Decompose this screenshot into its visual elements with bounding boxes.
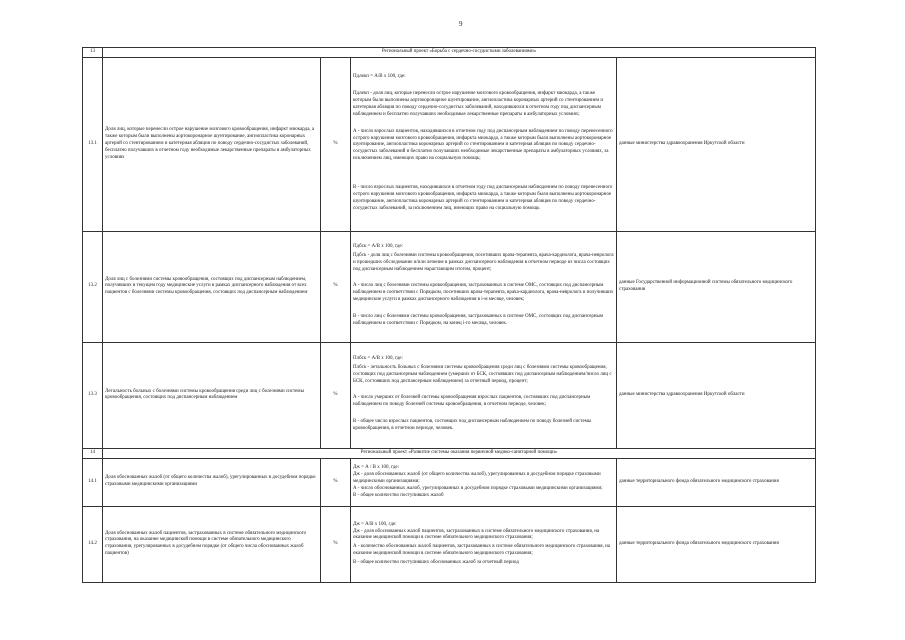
formula-line: А - число обоснованных жалоб, урегулированных в досудебном порядке страховыми медицинскими организациями;	[353, 485, 603, 491]
unit-cell: %	[321, 57, 351, 231]
unit-cell: %	[321, 231, 351, 342]
formula-cell	[351, 342, 617, 448]
formula-line: А - число умерших от болезней системы кровообращения взрослых пациентов, состоявших под диспансерным наблюдением по поводу болезней системы кровообращения, в отчетном периоде, человек;	[353, 395, 591, 408]
formula-cell	[351, 57, 617, 231]
indicator-name: Доля обоснованных жалоб пациентов, застрахованных в системе обязательного медицинского страхования, на оказание медицинской помощи в системе обязательного медицинского страхования, урегулированных в досудебном порядке (от общего числа обоснованных жалоб пациентов)	[103, 506, 321, 582]
formula-line: В - число лиц с болезнями системы кровообращения, застрахованных в системе ОМС, состоящих под диспансерным наблюдением в соответствии с Порядком, на конец i-го месяца, человек.	[353, 314, 604, 326]
section-number: 14	[83, 448, 103, 458]
formula-line: А - количество обоснованных жалоб пациентов, застрахованных в системе обязательного медицинского страхования, на оказание медицинской помощи в системе обязательного медицинского страхования;	[353, 544, 610, 557]
table-row	[83, 231, 816, 342]
section-header-row	[83, 48, 816, 58]
indicator-name: Доля обоснованных жалоб (от общего количества жалоб), урегулированных в досудебном порядке страховыми медицинскими организациями	[103, 458, 321, 506]
table-row	[83, 458, 816, 506]
formula-line: Пдлекп - доля лиц, которые перенесли острое нарушение мозгового кровообращения, инфаркт миокарда, а также которым были выполнены аортокоронарное шунтирование, ангиопластика коронарных артерий со стентированием и катетерная абляция по поводу сердечно-сосудистых заболеваний, находившихся в отчетном году под диспансерным наблюдением и бесплатно получавших необходимые лекарственные препараты в амбулаторных условиях;	[353, 91, 604, 117]
indicator-name: Доля лиц, которые перенесли острое нарушение мозгового кровообращения, инфаркт миокарда, а также которым были выполнены аортокоронарное шунтирование, ангиопластика коронарных артерий со стентированием и катетерная абляция по поводу сердечно-сосудистых заболеваний, бесплатно получавших в отчетном году необходимые лекарственные препараты в амбулаторных условиях	[103, 57, 321, 231]
formula-cell	[351, 458, 617, 506]
formula-line: Пдлекп = А/В х 100, где:	[353, 74, 406, 80]
source-cell: данные министерства здравоохранения Иркутской области	[617, 342, 816, 448]
row-id: 13.1	[83, 57, 103, 231]
indicator-name: Летальность больных с болезнями системы кровообращения среди лиц с болезнями системы кровообращения, состоящих под диспансерным наблюдением	[103, 342, 321, 448]
formula-cell	[351, 231, 617, 342]
indicator-name: Доля лиц с болезнями системы кровообращения, состоящих под диспансерным наблюдением, получивших в текущем году медицинские услуги в рамках диспансерного наблюдения от всех пациентов с болезнями системы кровообращения, состоящих под диспансерным наблюдением	[103, 231, 321, 342]
table-row	[83, 57, 816, 231]
unit-cell: %	[321, 458, 351, 506]
source-cell: данные территориального фонда обязательного медицинского страхования	[617, 458, 816, 506]
table-row	[83, 342, 816, 448]
section-number: 13	[83, 48, 103, 58]
formula-line: Дж = А / В х 100, где:	[353, 465, 399, 471]
row-id: 13.2	[83, 231, 103, 342]
formula-line: А - число лиц с болезнями системы кровообращения, застрахованных в системе ОМС, состоящих под диспансерным наблюдением в соответствии с Порядком, посетивших врача-терапевта, врача-кардиолога, врача-невролога и получивших медицинские услуги в рамках диспансерного наблюдения в i-м месяце, человек;	[353, 283, 614, 303]
row-id: 14.1	[83, 458, 103, 506]
formula-line: Дж = А/В х 100, где:	[353, 521, 397, 527]
indicators-table	[82, 47, 816, 583]
formula-line: Пдбск - доля лиц с болезнями системы кровообращения, посетивших врача-терапевта, врача-кардиолога, врача-невролога и прошедших обследование и/или лечение в рамках диспансерного наблюдения в отчетном периоде из числа состоящих под диспансерным наблюдением нарастающим итогом, процент;	[353, 252, 614, 272]
source-cell: данные Государственной информационной системы обязательного медицинского страхования	[617, 231, 816, 342]
formula-line: Плбск = А/В х 100, где:	[353, 355, 403, 361]
unit-cell: %	[321, 506, 351, 582]
formula-line: Плбск - летальность больных с болезнями системы кровообращения среди лиц с болезнями системы кровообращения, состоящих под диспансерным наблюдением (умерших от БСК, состоявших под диспансерным наблюдением/число лиц с БСК, состоявших под диспансерным наблюдением) за отчетный период, процент;	[353, 364, 612, 384]
formula-cell	[351, 506, 617, 582]
formula-line: Дж - доля обоснованных жалоб (от общего количества жалоб), урегулированных в досудебном порядке страховыми медицинскими организациями;	[353, 471, 601, 484]
formula-line: Дж - доля обоснованных жалоб пациентов, застрахованных в системе обязательного медицинского страхования, на оказание медицинской помощи в системе обязательного медицинского страхования;	[353, 528, 600, 541]
source-cell: данные территориального фонда обязательного медицинского страхования	[617, 506, 816, 582]
table-row	[83, 506, 816, 582]
source-cell: данные министерства здравоохранения Иркутской области	[617, 57, 816, 231]
formula-line: В - общее число взрослых пациентов, состоящих под диспансерным наблюдением по поводу болезней системы кровообращения, в отчетном периоде, человек.	[353, 419, 592, 432]
row-id: 13.3	[83, 342, 103, 448]
formula-line: В - общее количество поступивших жалоб	[353, 492, 444, 498]
section-title: Региональный проект «Развитие системы оказания первичной медико-санитарной помощи»	[103, 448, 816, 458]
formula-line: А - число взрослых пациентов, находившихся в отчетном году под диспансерным наблюдением по поводу перенесенного острого нарушения мозгового кровообращения, инфаркта миокарда, а также которым были выполнены аортокоронарное шунтирование, ангиопластика коронарных артерий со стентированием и катетерная абляция по поводу сердечно-сосудистых заболеваний и бесплатно получавших необходимые лекарственные препараты в амбулаторных условиях, за исключением лиц, имеющих право на социальную помощь;	[353, 128, 613, 162]
formula-line: В - число взрослых пациентов, находившихся в отчетном году под диспансерным наблюдением по поводу перенесенного острого нарушения мозгового кровообращения, инфаркта миокарда, а также которым были выполнены аортокоронарное шунтирование, ангиопластика коронарных артерий со стентированием и катетерная абляция по поводу сердечно-сосудистых заболеваний, за исключением лиц, имеющих право на социальную помощь	[353, 185, 613, 211]
unit-cell: %	[321, 342, 351, 448]
page-number-mark: 9	[459, 20, 463, 28]
formula-line: Пдбск = А/В х 100, где:	[353, 243, 403, 249]
section-header-row	[83, 448, 816, 458]
formula-line: В - общее количество поступивших обоснованных жалоб за отчетный период	[353, 560, 519, 566]
section-title: Региональный проект «Борьба с сердечно-сосудистыми заболеваниями»	[103, 48, 816, 58]
row-id: 14.2	[83, 506, 103, 582]
